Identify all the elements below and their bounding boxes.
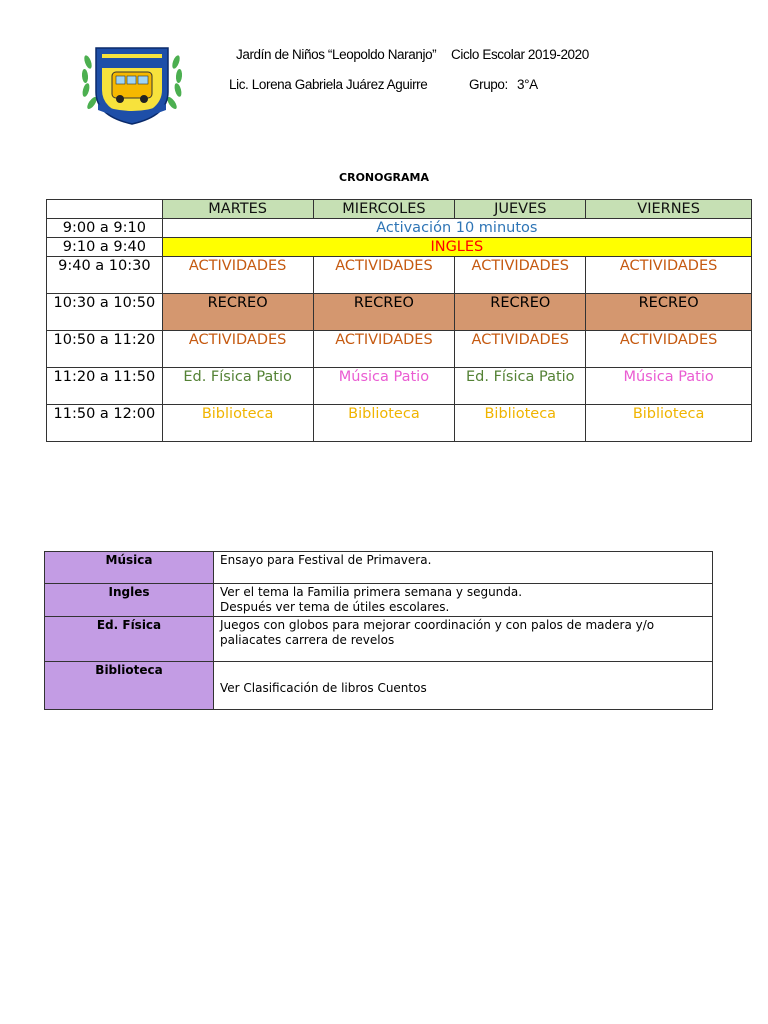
musica-cell: Música Patio	[586, 368, 752, 405]
edfisica-cell: Ed. Física Patio	[162, 368, 313, 405]
header-corner-cell	[47, 200, 163, 219]
recreo-cell: RECREO	[455, 294, 586, 331]
time-cell: 11:20 a 11:50	[47, 368, 163, 405]
musica-cell: Música Patio	[313, 368, 455, 405]
note-label: Ingles	[45, 584, 214, 617]
table-row	[45, 617, 713, 662]
note-label: Ed. Física	[45, 617, 214, 662]
activity-cell: ACTIVIDADES	[586, 257, 752, 294]
recreo-cell: RECREO	[586, 294, 752, 331]
table-row	[45, 552, 713, 584]
recreo-cell: RECREO	[162, 294, 313, 331]
note-label: Música	[45, 552, 214, 584]
school-name: Jardín de Niños “Leopoldo Naranjo”	[236, 47, 437, 62]
day-header: JUEVES	[455, 200, 586, 219]
biblioteca-cell: Biblioteca	[162, 405, 313, 442]
activity-cell: ACTIVIDADES	[313, 331, 455, 368]
activity-cell: ACTIVIDADES	[455, 331, 586, 368]
ingles-cell: INGLES	[162, 238, 751, 257]
table-row	[47, 257, 752, 294]
schedule-header-row	[47, 200, 752, 219]
notes-table	[44, 551, 713, 710]
activity-cell: ACTIVIDADES	[455, 257, 586, 294]
activity-cell: ACTIVIDADES	[162, 257, 313, 294]
note-label: Biblioteca	[45, 662, 214, 710]
table-row	[47, 368, 752, 405]
note-text	[214, 584, 713, 617]
note-text: Ver Clasificación de libros Cuentos	[214, 662, 713, 710]
school-bus-crest-icon	[78, 42, 186, 126]
time-cell: 9:40 a 10:30	[47, 257, 163, 294]
teacher-name: Lic. Lorena Gabriela Juárez Aguirre	[229, 77, 428, 92]
biblioteca-cell: Biblioteca	[455, 405, 586, 442]
note-text-line: Ver el tema la Familia primera semana y segunda.	[220, 585, 523, 599]
time-cell: 10:30 a 10:50	[47, 294, 163, 331]
activation-cell: Activación 10 minutos	[162, 219, 751, 238]
day-header: MARTES	[162, 200, 313, 219]
schedule-table	[46, 199, 752, 442]
biblioteca-cell: Biblioteca	[313, 405, 455, 442]
time-cell: 9:00 a 9:10	[47, 219, 163, 238]
activity-cell: ACTIVIDADES	[162, 331, 313, 368]
day-header: MIERCOLES	[313, 200, 455, 219]
time-cell: 11:50 a 12:00	[47, 405, 163, 442]
school-cycle: Ciclo Escolar 2019-2020	[451, 47, 589, 62]
note-text: Ensayo para Festival de Primavera.	[214, 552, 713, 584]
edfisica-cell: Ed. Física Patio	[455, 368, 586, 405]
time-cell: 9:10 a 9:40	[47, 238, 163, 257]
table-row	[47, 294, 752, 331]
day-header: VIERNES	[586, 200, 752, 219]
table-row	[45, 662, 713, 710]
time-cell: 10:50 a 11:20	[47, 331, 163, 368]
biblioteca-cell: Biblioteca	[586, 405, 752, 442]
note-text: Juegos con globos para mejorar coordinación y con palos de madera y/o paliacates carrera de revelos	[214, 617, 713, 662]
table-row	[47, 331, 752, 368]
group-label: Grupo:	[469, 77, 508, 92]
table-row	[47, 219, 752, 238]
table-row	[47, 238, 752, 257]
group-value: 3°A	[517, 77, 538, 92]
schedule-title: CRONOGRAMA	[339, 171, 429, 184]
activity-cell: ACTIVIDADES	[586, 331, 752, 368]
table-row	[45, 584, 713, 617]
note-text-line: Después ver tema de útiles escolares.	[220, 600, 450, 614]
table-row	[47, 405, 752, 442]
recreo-cell: RECREO	[313, 294, 455, 331]
activity-cell: ACTIVIDADES	[313, 257, 455, 294]
